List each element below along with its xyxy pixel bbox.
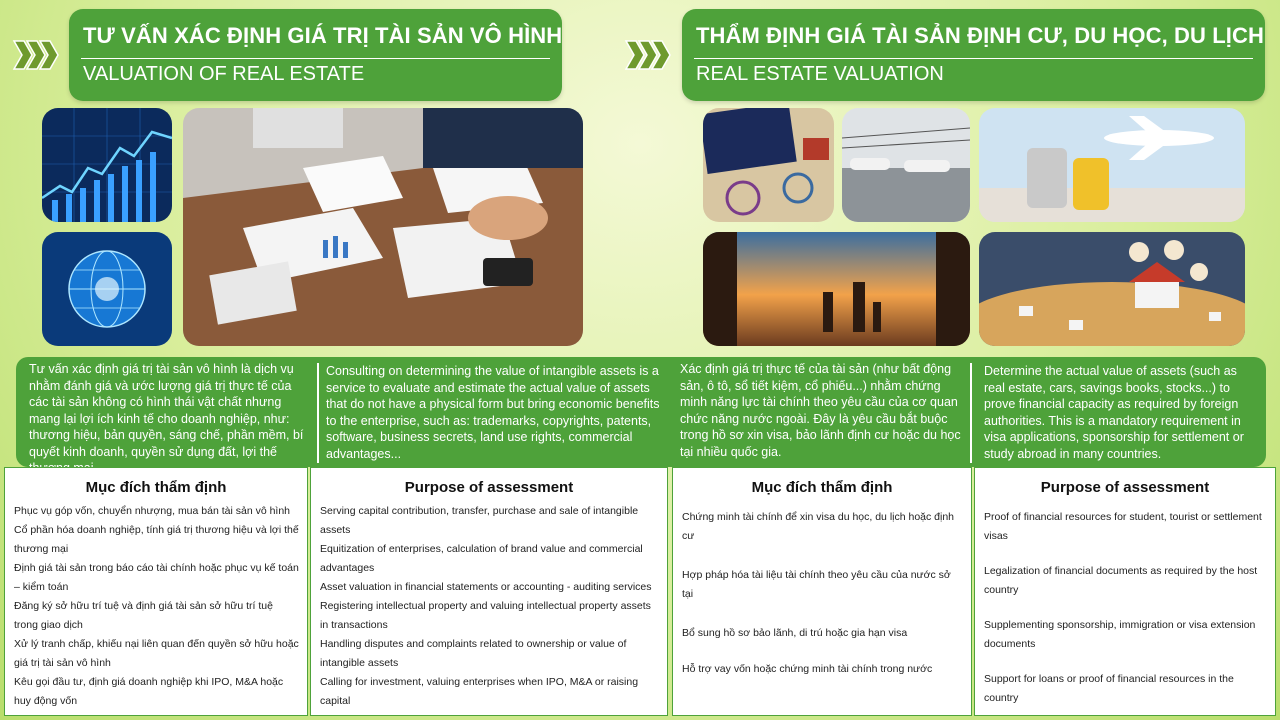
right-header xyxy=(682,9,1265,101)
purpose-panel-intangible-vi xyxy=(4,467,308,716)
panel-heading: Mục đích thẩm định xyxy=(751,479,893,496)
intangible-description-en: Consulting on determining the value of intangible assets is a service to evaluate and estimate the actual value of assets that do not have a physical form but bring economic benefits to the enterprise, such as: trademarks, copyrights, patents, software, business secrets, land use rights, commercial advantages... xyxy=(326,364,660,461)
purpose-panel-intangible-en xyxy=(310,467,668,716)
business-meeting-image xyxy=(183,108,583,346)
chevron-arrows-icon-right xyxy=(624,38,672,72)
right-header-subtitle: REAL ESTATE VALUATION xyxy=(696,63,944,85)
list-item: Serving capital contribution, transfer, purchase and sale of intangible assets xyxy=(320,505,639,536)
purpose-panel-settlement-vi xyxy=(672,467,972,716)
settlement-description-en: Determine the actual value of assets (such as real estate, cars, savings books, stocks...) to prove financial capacity as required by foreign authorities. This is a mandatory requirement in visa applications, sponsorship for settlement or study abroad in many countries. xyxy=(984,364,1244,461)
band-divider xyxy=(970,363,972,463)
panel-heading: Purpose of assessment xyxy=(404,479,574,496)
list-item: Asset valuation in financial statements or accounting - auditing services xyxy=(320,581,652,593)
list-item: Hỗ trợ vay vốn hoặc chứng minh tài chính trong nước xyxy=(682,663,933,675)
list-item: Xử lý tranh chấp, khiếu nại liên quan đến quyền sở hữu hoặc giá trị tài sản vô hình xyxy=(14,638,299,669)
list-item: Đăng ký sở hữu trí tuệ và định giá tài sản sở hữu trí tuệ trong giao dịch xyxy=(14,600,273,631)
purpose-panel-settlement-en xyxy=(974,467,1276,716)
list-item: Supplementing sponsorship, immigration or visa extension documents xyxy=(984,619,1256,650)
list-item: Legalization of financial documents as required by the host country xyxy=(984,565,1258,596)
digital-globe-image xyxy=(42,232,172,346)
list-item: Phục vụ góp vốn, chuyển nhượng, mua bán tài sản vô hình xyxy=(14,505,291,517)
list-item: Proof of financial resources for student, tourist or settlement visas xyxy=(984,511,1262,542)
panel-heading: Purpose of assessment xyxy=(1040,479,1210,496)
panel-heading: Mục đích thẩm định xyxy=(85,479,227,496)
family-sunset-image xyxy=(703,232,970,346)
list-item: Handling disputes and complaints related to ownership or value of intangible assets xyxy=(320,638,627,669)
list-item: Calling for investment, valuing enterprises when IPO, M&A or raising capital xyxy=(320,676,639,707)
list-item: Chứng minh tài chính để xin visa du học, du lịch hoặc định cư xyxy=(682,511,955,542)
left-header-title: TƯ VẤN XÁC ĐỊNH GIÁ TRỊ TÀI SẢN VÔ HÌNH xyxy=(83,23,563,48)
airport-image xyxy=(842,108,970,222)
stock-chart-image xyxy=(42,108,172,222)
list-item: Hợp pháp hóa tài liệu tài chính theo yêu cầu của nước sở tại xyxy=(682,569,951,600)
settlement-description-vi: Xác định giá trị thực tế của tài sản (như bất động sản, ô tô, sổ tiết kiệm, cổ phiếu...) nhằm chứng minh năng lực tài chính theo yêu cầu của cơ quan chức năng nước ngoài. Đây là yêu cầu bắt buộc trong hồ sơ xin visa, bảo lãnh định cư hoặc du học tại nhiều quốc gia. xyxy=(680,362,961,459)
family-house-map-image xyxy=(979,232,1245,346)
list-item: Cổ phần hóa doanh nghiệp, tính giá trị thương hiệu và lợi thế thương mại xyxy=(14,524,299,555)
description-band xyxy=(16,357,1266,467)
list-item: Registering intellectual property and valuing intellectual property assets in transactions xyxy=(320,600,651,631)
intangible-description-vi: Tư vấn xác định giá trị tài sản vô hình là dịch vụ nhằm đánh giá và ước lượng giá trị thực tế của các tài sản không có hình thái vật chất nhưng mang lại lợi ích kinh tế cho doanh nghiệp, như: thương hiệu, bản quyền, sáng chế, phần mềm, bí quyết kinh doanh, quyền sử dụng đất, lợi thế xyxy=(29,362,304,459)
right-header-title: THẨM ĐỊNH GIÁ TÀI SẢN ĐỊNH CƯ, DU HỌC, DU LỊCH xyxy=(696,23,1264,48)
list-item: Kêu gọi đầu tư, định giá doanh nghiệp khi IPO, M&A hoặc huy động vốn xyxy=(14,676,284,707)
left-header-divider xyxy=(81,58,550,59)
list-item: Equitization of enterprises, calculation of brand value and commercial advantages xyxy=(320,543,643,574)
list-item: Định giá tài sản trong báo cáo tài chính hoặc phục vụ kế toán – kiểm toán xyxy=(14,562,299,593)
passport-image xyxy=(703,108,834,222)
chevron-arrows-icon-left xyxy=(12,38,60,72)
list-item: Bổ sung hồ sơ bảo lãnh, di trú hoặc gia hạn visa xyxy=(682,627,908,639)
list-item: Support for loans or proof of financial resources in the country xyxy=(984,673,1234,704)
luggage-airplane-image xyxy=(979,108,1245,222)
right-header-divider xyxy=(694,58,1253,59)
band-divider xyxy=(317,363,319,463)
left-header-subtitle: VALUATION OF REAL ESTATE xyxy=(83,63,365,85)
left-header xyxy=(69,9,562,101)
